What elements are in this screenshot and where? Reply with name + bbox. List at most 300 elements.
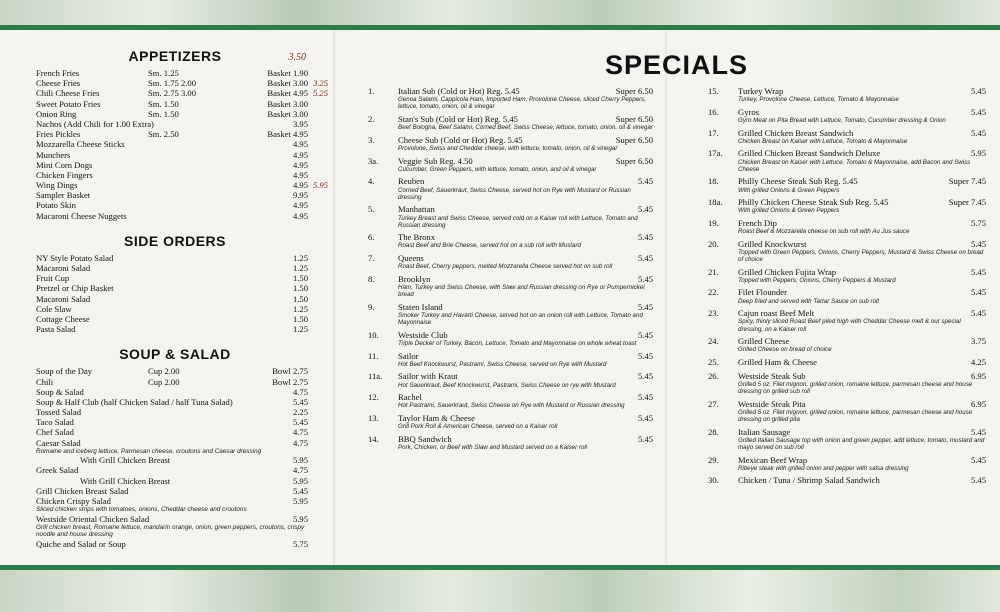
special-name: Italian Sausage xyxy=(738,426,791,437)
menu-item xyxy=(30,139,320,149)
item-price: 5.45 xyxy=(292,417,308,428)
special-description: Turkey, Provolone Cheese, Lettuce, Tomato & Mayonnaise xyxy=(738,96,899,104)
item-name: Macaroni Salad xyxy=(36,263,91,273)
menu-item xyxy=(30,150,320,160)
special-number: 11. xyxy=(368,350,379,361)
special-name: Mexican Beef Wrap xyxy=(738,454,808,465)
menu-item xyxy=(30,211,320,221)
item-price: 4.75 xyxy=(292,427,308,438)
special-price: 4.25 xyxy=(970,356,986,367)
special-description: Ribeye steak with grilled onion and pepper with salsa dressing xyxy=(738,464,909,472)
special-item xyxy=(368,232,653,249)
item-price: 1.50 xyxy=(292,283,308,294)
item-name: Chili Cheese Fries xyxy=(36,88,100,99)
item-small-price: Sm. 1.75 2.00 xyxy=(148,78,196,89)
menu-item xyxy=(30,304,320,314)
special-description: Provolone, Swiss and Cheddar cheese, with lettuce, tomato, onion, oil & vinegar xyxy=(398,144,618,152)
special-item xyxy=(368,114,653,131)
item-name: Soup & Half Club (half Chicken Salad / half Tuna Salad) xyxy=(36,396,233,407)
special-item xyxy=(708,357,986,367)
menu-fold-right xyxy=(665,30,669,565)
special-price: 5.45 xyxy=(637,329,653,340)
special-number: 1. xyxy=(368,86,375,96)
item-description: Romaine and iceberg lettuce, Parmesan cheese, croutons and Caesar dressing xyxy=(36,447,262,455)
special-item xyxy=(708,475,986,485)
special-item xyxy=(368,330,653,347)
special-name: Cheese Sub (Cold or Hot) Reg. 5.45 xyxy=(398,134,523,145)
item-name: NY Style Potato Salad xyxy=(36,252,114,263)
special-item xyxy=(368,204,653,229)
item-price: 1.25 xyxy=(292,324,308,335)
special-number: 13. xyxy=(368,412,379,423)
special-number: 10. xyxy=(368,329,379,340)
special-number: 11a. xyxy=(368,371,383,382)
special-item xyxy=(708,239,986,264)
special-item xyxy=(368,302,653,327)
item-small-price: Sm. 2.50 xyxy=(148,129,179,140)
special-name: Westside Steak Pita xyxy=(738,398,806,409)
item-name: Wing Dings xyxy=(36,180,78,191)
special-price: 5.45 xyxy=(637,253,653,264)
special-price: 3.75 xyxy=(970,336,986,347)
item-basket-price: Basket 1.90 xyxy=(267,68,308,78)
item-cup-price: Cup 2.00 xyxy=(148,366,180,377)
item-price: 4.95 xyxy=(292,159,308,170)
special-number: 25. xyxy=(708,356,719,367)
special-name: Grilled Ham & Cheese xyxy=(738,356,817,367)
item-small-price: Sm. 1.50 xyxy=(148,108,179,119)
special-number: 24. xyxy=(708,336,719,347)
menu-item xyxy=(30,465,320,475)
special-price: 5.45 xyxy=(637,350,653,361)
special-price: 5.95 xyxy=(970,148,986,159)
special-price: 5.45 xyxy=(637,176,653,187)
menu-item xyxy=(30,496,320,506)
menu-item xyxy=(30,68,320,78)
side-orders-title: SIDE ORDERS xyxy=(124,232,226,249)
special-item xyxy=(368,392,653,409)
special-price: Super 6.50 xyxy=(615,113,653,124)
special-description: Spicy, thinly sliced Roast Beef piled high with Cheddar Cheese melt & our special dressing, on a Kaiser roll xyxy=(738,318,961,333)
special-price: 5.45 xyxy=(637,301,653,312)
special-name: Queens xyxy=(398,253,424,264)
item-name: French Fries xyxy=(36,68,80,78)
special-description: Topped with Peppers, Onions, Cherry Peppers & Mustard xyxy=(738,276,896,284)
special-price: 5.45 xyxy=(637,273,653,284)
item-name: Soup & Salad xyxy=(36,386,84,397)
item-price: 5.95 xyxy=(292,513,308,524)
special-name: The Bronx xyxy=(398,232,435,243)
special-item xyxy=(708,148,986,173)
menu-item xyxy=(30,119,320,129)
item-name: With Grill Chicken Breast xyxy=(80,455,171,466)
special-item xyxy=(708,287,986,304)
specials-right-column xyxy=(708,86,986,489)
special-number: 23. xyxy=(708,308,719,319)
item-price: 4.95 xyxy=(292,210,308,221)
item-basket-price: Basket 4.95 xyxy=(267,129,308,140)
special-price: 5.45 xyxy=(970,86,986,96)
special-number: 21. xyxy=(708,266,719,277)
item-price: Bowl 2.75 xyxy=(272,366,308,377)
item-small-price: Sm. 1.50 xyxy=(148,98,179,109)
special-name: Rachel xyxy=(398,392,422,403)
menu-item xyxy=(30,78,328,89)
special-item xyxy=(368,156,653,173)
menu-item xyxy=(30,377,320,387)
menu-item xyxy=(30,129,320,139)
special-number: 27. xyxy=(708,398,719,409)
top-decorative-band xyxy=(0,0,1000,30)
item-price: 5.95 xyxy=(292,495,308,506)
menu-item xyxy=(30,273,320,283)
special-name: Gyros xyxy=(738,106,760,117)
item-price: 5.45 xyxy=(292,396,308,407)
menu-item xyxy=(30,387,320,397)
special-price: Super 6.50 xyxy=(615,134,653,145)
special-description: Hot Pastrami, Sauerkraut, Swiss Cheese on Rye with Mustard or Russian dressing xyxy=(398,402,625,410)
left-column xyxy=(30,48,328,549)
special-description: Turkey Breast and Swiss Cheese, served cold on a Kaiser roll with Lettuce, Tomato and Russian dressing xyxy=(398,214,638,229)
item-price: 5.95 xyxy=(292,475,308,486)
special-item xyxy=(708,197,986,214)
item-name: Taco Salad xyxy=(36,417,74,428)
special-item xyxy=(368,86,653,111)
item-basket-price: Basket 3.00 xyxy=(267,78,308,89)
item-name: Pretzel or Chip Basket xyxy=(36,283,114,294)
special-description: Triple Decker of Turkey, Bacon, Lettuce, Tomato and Mayonnaise on whole wheat toast xyxy=(398,340,637,348)
item-name: Greek Salad xyxy=(36,465,79,476)
item-name: Sweet Potato Fries xyxy=(36,98,101,109)
special-price: 5.45 xyxy=(970,238,986,249)
bottom-decorative-band xyxy=(0,565,1000,612)
special-name: Taylor Ham & Cheese xyxy=(398,412,475,423)
soup-salad-list xyxy=(30,366,320,548)
special-item xyxy=(708,308,986,333)
item-price: Bowl 2.75 xyxy=(272,376,308,387)
special-description: Roast Beef and Brie Cheese, served hot on a sub roll with Mustard xyxy=(398,242,581,250)
item-price: 1.50 xyxy=(292,293,308,304)
special-price: 5.45 xyxy=(637,204,653,215)
special-name: Stan's Sub (Cold or Hot) Reg. 5.45 xyxy=(398,113,518,124)
item-name: Mini Corn Dogs xyxy=(36,159,93,170)
soup-salad-title: SOUP & SALAD xyxy=(119,346,231,363)
special-price: 5.45 xyxy=(970,308,986,319)
special-name: Brooklyn xyxy=(398,273,431,284)
special-number: 17a. xyxy=(708,148,723,159)
item-name: Chicken Crispy Salad xyxy=(36,495,111,506)
special-item xyxy=(708,176,986,193)
item-small-price: Sm. 2.75 3.00 xyxy=(148,88,196,99)
special-price: 5.45 xyxy=(970,106,986,117)
menu-item xyxy=(30,170,320,180)
special-description: Grilled Cheese on bread of choice xyxy=(738,346,832,354)
item-small-price: Sm. 1.25 xyxy=(148,68,179,78)
special-number: 7. xyxy=(368,253,375,264)
item-name: Munchers xyxy=(36,149,71,160)
special-price: 5.45 xyxy=(970,475,986,486)
item-price: 5.95 xyxy=(292,455,308,466)
special-name: Philly Chicken Cheese Steak Sub Reg. 5.45 xyxy=(738,197,889,208)
special-item xyxy=(708,267,986,284)
item-name: Soup of the Day xyxy=(36,366,93,377)
special-name: Turkey Wrap xyxy=(738,86,784,96)
special-description: Grill Pork Roll & American Cheese, served on a Kaiser roll xyxy=(398,423,558,431)
menu-fold-left xyxy=(333,30,337,565)
special-number: 20. xyxy=(708,238,719,249)
special-item xyxy=(708,128,986,145)
special-name: French Dip xyxy=(738,217,777,228)
menu-item xyxy=(30,190,320,200)
item-price: 4.95 xyxy=(292,169,308,180)
special-name: BBQ Sandwich xyxy=(398,433,452,444)
menu-item xyxy=(30,417,320,427)
special-number: 29. xyxy=(708,454,719,465)
special-number: 28. xyxy=(708,426,719,437)
special-item xyxy=(708,455,986,472)
special-name: Westside Club xyxy=(398,329,448,340)
item-name: Potato Skin xyxy=(36,200,76,211)
item-description: Grill chicken breast, Romaine lettuce, mandarin orange, onion, green peppers, croutons, crispy noodle and house dressing xyxy=(36,523,305,539)
special-description: Chicken Breast on Kaiser with Lettuce, Tomato & Mayonnaise, add Bacon and Swiss Cheese xyxy=(738,158,971,173)
item-name: Macaroni Cheese Nuggets xyxy=(36,210,127,221)
special-number: 14. xyxy=(368,433,379,444)
item-name: Caesar Salad xyxy=(36,437,81,448)
item-price: 4.95 xyxy=(292,149,308,160)
menu-item xyxy=(30,397,320,407)
item-name: Tossed Salad xyxy=(36,407,81,418)
item-name: Fries Pickles xyxy=(36,129,81,140)
special-number: 30. xyxy=(708,475,719,486)
specials-left-column xyxy=(368,86,653,455)
special-item xyxy=(368,351,653,368)
special-price: 5.75 xyxy=(970,217,986,228)
special-description: Grilled 5 oz. Filet mignon, grilled onion, romaine lettuce, parmesan cheese and house dressing on grilled sub roll xyxy=(738,380,973,395)
appetizers-list xyxy=(30,68,328,221)
special-number: 3. xyxy=(368,134,375,145)
special-description: Hot Beef Knockwurst, Pastrami, Swiss Cheese, served on Rye with Mustard xyxy=(398,360,607,368)
handwritten-price: 5.95 xyxy=(312,180,328,191)
menu-item xyxy=(30,88,328,99)
item-price: 4.75 xyxy=(292,437,308,448)
special-number: 16. xyxy=(708,106,719,117)
special-description: Topped with Green Peppers, Onions, Cherry Peppers, Mustard & Swiss Cheese on bread of choice xyxy=(738,248,984,264)
special-description: Ham, Turkey and Swiss Cheese, with Slaw and Russian dressing on Rye or Pumpernickel bread xyxy=(398,284,645,299)
item-name: Cheese Fries xyxy=(36,78,81,89)
item-description: Sliced chicken strips with tomatoes, onions, Cheddar cheese and croutons xyxy=(36,506,247,514)
special-item xyxy=(708,371,986,396)
menu-item xyxy=(30,438,320,448)
special-item xyxy=(368,413,653,430)
special-item xyxy=(708,427,986,452)
special-description: With grilled Onions & Green Peppers xyxy=(738,207,840,215)
special-price: Super 6.50 xyxy=(615,155,653,166)
special-description: Beef Bologna, Beef Salami, Corned Beef, Swiss Cheese, lettuce, tomato, onion, oil & vinegar xyxy=(398,124,653,132)
menu-item xyxy=(30,180,328,191)
special-number: 18. xyxy=(708,176,719,187)
special-price: 5.45 xyxy=(970,426,986,437)
item-name: Quiche and Salad or Soup xyxy=(36,538,126,549)
special-description: Grilled 5 oz. Filet mignon, grilled onion, romaine lettuce, parmesan cheese and house dressing on grilled pita xyxy=(738,408,973,423)
item-price: 4.95 xyxy=(292,139,308,150)
menu-item xyxy=(30,283,320,293)
special-description: Smoker Turkey and Havarti Cheese, served hot on an onion roll with Lettuce, Tomato and Mayonnaise xyxy=(398,312,643,327)
special-description: Roast Beef, Cherry peppers, melted Mozzarella Cheese served hot on sub roll xyxy=(398,263,613,271)
special-price: Super 6.50 xyxy=(615,86,653,96)
special-name: Italian Sub (Cold or Hot) Reg. 5.45 xyxy=(398,86,520,96)
special-name: Westside Steak Sub xyxy=(738,370,806,381)
item-cup-price: Cup 2.00 xyxy=(148,376,180,387)
special-price: 5.45 xyxy=(637,412,653,423)
item-price: 1.25 xyxy=(292,252,308,263)
item-price: 1.25 xyxy=(292,303,308,314)
item-price: 4.95 xyxy=(292,180,308,191)
special-description: Corned Beef, Sauerkraut, Swiss Cheese, served hot on Rye with Mustard or Russian dressing xyxy=(398,186,631,201)
item-name: Chef Salad xyxy=(36,427,74,438)
special-item xyxy=(708,218,986,235)
menu-item xyxy=(30,514,320,524)
menu-item xyxy=(30,427,320,437)
item-name: Chicken Fingers xyxy=(36,169,93,180)
special-description: Genoa Salami, Cappicola Ham, Imported Ham, Provolone Cheese, sliced Cherry Peppers, lettuce, tomato, onion, oil & vinegar xyxy=(398,96,646,111)
special-price: 5.45 xyxy=(970,266,986,277)
menu-item xyxy=(30,253,320,263)
item-price: 9.95 xyxy=(292,190,308,201)
special-item xyxy=(368,253,653,270)
special-price: 6.95 xyxy=(970,370,986,381)
special-name: Philly Cheese Steak Sub Reg. 5.45 xyxy=(738,176,858,187)
menu-item xyxy=(30,294,320,304)
special-description: Hot Sauerkraut, Beef Knockwurst, Pastrami, Swiss Cheese on rye with Mustard xyxy=(398,381,616,389)
special-number: 26. xyxy=(708,370,719,381)
special-number: 8. xyxy=(368,273,375,284)
special-number: 19. xyxy=(708,217,719,228)
special-description: Deep fried and served with Tartar Sauce on sub roll xyxy=(738,297,879,305)
special-item xyxy=(368,135,653,152)
appetizers-title: APPETIZERS xyxy=(128,48,222,64)
item-price: 1.50 xyxy=(292,313,308,324)
special-item xyxy=(368,371,653,388)
special-number: 2. xyxy=(368,113,375,124)
special-description: Chicken Breast on Kaiser with Lettuce, Tomato & Mayonnaise xyxy=(738,137,908,145)
special-price: 5.45 xyxy=(637,433,653,444)
special-item xyxy=(368,274,653,299)
special-name: Reuben xyxy=(398,176,425,187)
special-name: Staten Island xyxy=(398,301,443,312)
item-name: Westside Oriental Chicken Salad xyxy=(36,513,150,524)
special-number: 5. xyxy=(368,204,375,215)
special-price: 5.45 xyxy=(637,392,653,403)
special-number: 3a. xyxy=(368,155,379,166)
menu-item xyxy=(30,200,320,210)
item-name: Pasta Salad xyxy=(36,324,76,335)
item-price: 4.75 xyxy=(292,465,308,476)
menu-item xyxy=(30,263,320,273)
item-price: 5.45 xyxy=(292,485,308,496)
item-price: 1.25 xyxy=(292,263,308,273)
item-name: Grill Chicken Breast Salad xyxy=(36,485,129,496)
menu-item xyxy=(30,109,320,119)
special-name: Sailor with Kraut xyxy=(398,371,458,382)
special-item xyxy=(708,399,986,424)
menu-item xyxy=(30,539,320,549)
menu-item xyxy=(30,314,320,324)
special-price: 5.45 xyxy=(970,127,986,138)
item-name: Sampler Basket xyxy=(36,190,91,201)
item-name: Cottage Cheese xyxy=(36,313,90,324)
handwritten-price-note: 3.50 xyxy=(288,52,306,63)
special-item xyxy=(708,86,986,103)
item-price: 4.95 xyxy=(292,200,308,211)
special-item xyxy=(708,336,986,353)
special-name: Veggie Sub Reg. 4.50 xyxy=(398,155,473,166)
item-name: Cole Slaw xyxy=(36,303,72,314)
menu-item xyxy=(30,486,320,496)
special-price: 5.45 xyxy=(970,454,986,465)
menu-item xyxy=(30,455,320,465)
special-description: Roast Beef & Mozzarella cheese on sub roll with Au Jus sauce xyxy=(738,228,910,236)
special-name: Sailor xyxy=(398,350,419,361)
menu-item xyxy=(30,324,320,334)
special-description: Cucumber, Green Peppers, with lettuce, tomato, onion, and oil & vinegar xyxy=(398,165,597,173)
special-description: Pork, Chicken, or Beef with Slaw and Mustard served on a Kaiser roll xyxy=(398,443,588,451)
special-name: Grilled Chicken Breast Sandwich xyxy=(738,127,854,138)
item-name: Fruit Cup xyxy=(36,273,70,284)
item-price: 4.75 xyxy=(292,386,308,397)
special-name: Grilled Cheese xyxy=(738,336,790,347)
special-item xyxy=(368,434,653,451)
special-item xyxy=(368,176,653,201)
item-name: Onion Ring xyxy=(36,108,77,119)
special-price: Super 7.45 xyxy=(948,197,986,208)
item-name: Chili xyxy=(36,376,54,387)
special-item xyxy=(708,107,986,124)
special-name: Grilled Chicken Fujita Wrap xyxy=(738,266,837,277)
item-price: 2.25 xyxy=(292,407,308,418)
special-name: Chicken / Tuna / Shrimp Salad Sandwich xyxy=(738,475,880,486)
menu-item xyxy=(30,99,320,109)
menu-item xyxy=(30,366,320,376)
special-price: 6.95 xyxy=(970,398,986,409)
menu-item xyxy=(30,407,320,417)
special-description: Grilled Italian Sausage top with onion and green pepper, add lettuce, tomato, mustard and mayo served on sub roll xyxy=(738,436,985,451)
special-number: 9. xyxy=(368,301,375,312)
special-price: 5.45 xyxy=(637,232,653,243)
item-basket-price: Basket 3.00 xyxy=(267,108,308,119)
item-basket-price: Basket 4.95 xyxy=(267,88,308,99)
specials-title: SPECIALS xyxy=(605,50,749,80)
special-price: Super 7.45 xyxy=(948,176,986,187)
special-name: Grilled Chicken Breast Sandwich Deluxe xyxy=(738,148,881,159)
item-name: Nachos (Add Chili for 1.00 Extra) xyxy=(36,118,154,129)
special-number: 4. xyxy=(368,176,375,187)
item-name: With Grill Chicken Breast xyxy=(80,475,171,486)
side-orders-list xyxy=(30,253,320,335)
item-price: 3.95 xyxy=(292,118,308,129)
item-basket-price: Basket 3.00 xyxy=(267,98,308,109)
special-number: 17. xyxy=(708,127,719,138)
menu-item xyxy=(30,476,320,486)
special-price: 5.45 xyxy=(637,371,653,382)
special-price: 5.45 xyxy=(970,287,986,298)
special-number: 15. xyxy=(708,86,719,96)
special-number: 18a. xyxy=(708,197,723,208)
item-name: Mozzarella Cheese Sticks xyxy=(36,139,125,150)
special-description: With grilled Onions & Green Peppers xyxy=(738,186,840,194)
special-number: 22. xyxy=(708,287,719,298)
special-number: 12. xyxy=(368,392,379,403)
item-price: 5.75 xyxy=(292,538,308,549)
